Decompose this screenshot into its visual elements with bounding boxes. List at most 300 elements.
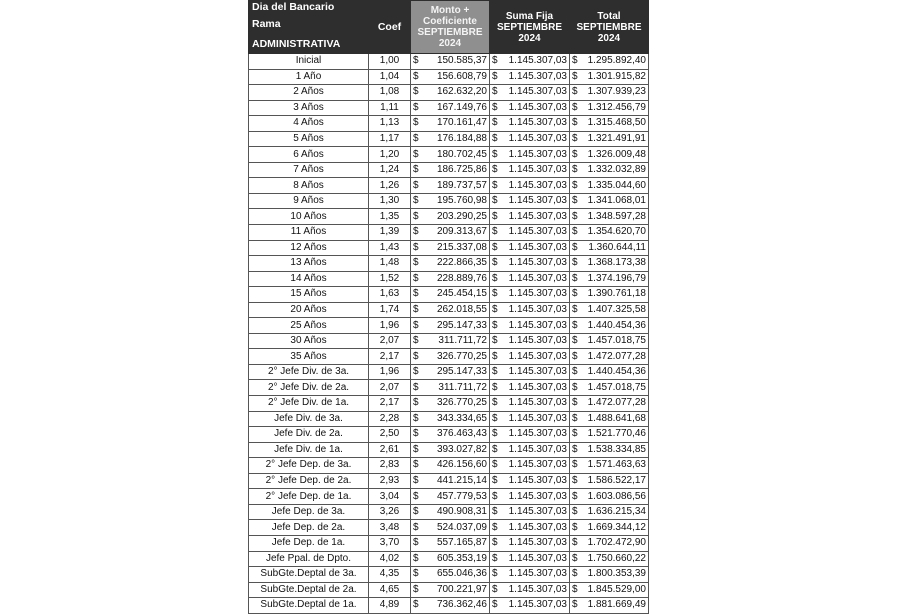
rama-cell: 11 Años	[249, 225, 369, 241]
suma-cell	[490, 287, 570, 303]
table-row	[249, 551, 649, 567]
amount-value: 1.586.522,17	[587, 475, 646, 487]
currency-symbol: $	[572, 397, 578, 409]
total-cell	[570, 209, 649, 225]
total-cell	[570, 69, 649, 85]
amount-value: 195.760,98	[436, 195, 487, 207]
table-row	[249, 333, 649, 349]
table-row	[249, 473, 649, 489]
coef-cell: 1,20	[369, 147, 411, 163]
coef-cell: 1,96	[369, 318, 411, 334]
rama-cell: 2° Jefe Div. de 2a.	[249, 380, 369, 396]
monto-cell	[411, 489, 490, 505]
table-body	[249, 54, 649, 614]
table-row	[249, 349, 649, 365]
amount-value: 295.147,33	[436, 366, 487, 378]
amount-value: 1.145.307,03	[508, 164, 567, 176]
currency-symbol: $	[572, 164, 578, 176]
currency-symbol: $	[572, 443, 578, 455]
monto-cell	[411, 318, 490, 334]
total-cell	[570, 458, 649, 474]
amount-value: 326.770,25	[436, 350, 487, 362]
total-cell	[570, 287, 649, 303]
currency-symbol: $	[413, 86, 419, 98]
monto-cell	[411, 473, 490, 489]
total-cell	[570, 178, 649, 194]
amount-value: 393.027,82	[436, 443, 487, 455]
total-cell	[570, 551, 649, 567]
total-cell	[570, 427, 649, 443]
currency-symbol: $	[572, 86, 578, 98]
currency-symbol: $	[492, 210, 498, 222]
suma-cell	[490, 364, 570, 380]
amount-value: 1.702.472,90	[587, 537, 646, 549]
amount-value: 209.313,67	[436, 226, 487, 238]
currency-symbol: $	[413, 272, 419, 284]
suma-cell	[490, 582, 570, 598]
coef-cell: 1,30	[369, 193, 411, 209]
amount-value: 1.845.529,00	[587, 583, 646, 595]
amount-value: 1.440.454,36	[587, 319, 646, 331]
total-cell	[570, 364, 649, 380]
currency-symbol: $	[572, 412, 578, 424]
rama-cell: Jefe Div. de 2a.	[249, 427, 369, 443]
amount-value: 167.149,76	[436, 101, 487, 113]
amount-value: 295.147,33	[436, 319, 487, 331]
table-row	[249, 69, 649, 85]
coef-header: Coef	[369, 1, 411, 54]
table-row	[249, 535, 649, 551]
suma-cell	[490, 147, 570, 163]
monto-cell	[411, 427, 490, 443]
amount-value: 700.221,97	[436, 583, 487, 595]
currency-symbol: $	[572, 335, 578, 347]
rama-cell: 7 Años	[249, 162, 369, 178]
suma-cell	[490, 520, 570, 536]
currency-symbol: $	[492, 148, 498, 160]
monto-cell	[411, 116, 490, 132]
currency-symbol: $	[492, 179, 498, 191]
coef-cell: 3,70	[369, 535, 411, 551]
currency-symbol: $	[492, 241, 498, 253]
total-cell	[570, 54, 649, 70]
amount-value: 1.145.307,03	[508, 257, 567, 269]
coef-cell: 2,07	[369, 333, 411, 349]
monto-cell	[411, 287, 490, 303]
currency-symbol: $	[492, 288, 498, 300]
monto-cell	[411, 442, 490, 458]
coef-cell: 2,83	[369, 458, 411, 474]
monto-cell	[411, 458, 490, 474]
coef-cell: 2,28	[369, 411, 411, 427]
amount-value: 1.538.334,85	[587, 443, 646, 455]
amount-value: 1.145.307,03	[508, 490, 567, 502]
currency-symbol: $	[413, 288, 419, 300]
monto-cell	[411, 380, 490, 396]
currency-symbol: $	[572, 521, 578, 533]
suma-cell	[490, 162, 570, 178]
total-cell	[570, 100, 649, 116]
amount-value: 245.454,15	[436, 288, 487, 300]
total-cell	[570, 535, 649, 551]
currency-symbol: $	[572, 272, 578, 284]
suma-cell	[490, 116, 570, 132]
amount-value: 215.337,08	[436, 241, 487, 253]
amount-value: 1.145.307,03	[508, 366, 567, 378]
monto-cell	[411, 85, 490, 101]
amount-value: 1.145.307,03	[508, 552, 567, 564]
suma-cell	[490, 411, 570, 427]
amount-value: 1.603.086,56	[587, 490, 646, 502]
currency-symbol: $	[572, 241, 578, 253]
amount-value: 1.321.491,91	[587, 133, 646, 144]
currency-symbol: $	[572, 599, 578, 611]
suma-cell	[490, 209, 570, 225]
amount-value: 1.145.307,03	[508, 117, 567, 129]
suma-cell	[490, 442, 570, 458]
total-cell	[570, 567, 649, 583]
total-header: Total SEPTIEMBRE 2024	[570, 1, 649, 54]
monto-cell	[411, 162, 490, 178]
suma-cell	[490, 567, 570, 583]
monto-cell	[411, 364, 490, 380]
currency-symbol: $	[413, 210, 419, 222]
amount-value: 1.145.307,03	[508, 101, 567, 113]
currency-symbol: $	[413, 195, 419, 207]
amount-value: 1.145.307,03	[508, 381, 567, 393]
amount-value: 1.145.307,03	[508, 335, 567, 347]
amount-value: 1.636.215,34	[587, 506, 646, 518]
currency-symbol: $	[413, 101, 419, 113]
monto-cell	[411, 535, 490, 551]
amount-value: 1.326.009,48	[587, 148, 646, 160]
table-row	[249, 287, 649, 303]
total-cell	[570, 333, 649, 349]
amount-value: 1.360.644,11	[588, 241, 646, 253]
suma-header: Suma Fija SEPTIEMBRE 2024	[490, 1, 570, 54]
rama-cell: Inicial	[249, 54, 369, 70]
total-cell	[570, 582, 649, 598]
currency-symbol: $	[413, 428, 419, 440]
suma-cell	[490, 396, 570, 412]
currency-symbol: $	[492, 195, 498, 207]
currency-symbol: $	[572, 70, 578, 82]
table-row	[249, 162, 649, 178]
table-header-row	[249, 1, 649, 54]
rama-cell: 30 Años	[249, 333, 369, 349]
suma-cell	[490, 256, 570, 272]
currency-symbol: $	[572, 568, 578, 580]
table-row	[249, 54, 649, 70]
amount-value: 376.463,43	[436, 428, 487, 440]
currency-symbol: $	[492, 521, 498, 533]
currency-symbol: $	[572, 319, 578, 331]
total-cell	[570, 318, 649, 334]
amount-value: 1.312.456,79	[587, 101, 646, 113]
rama-cell: Jefe Dep. de 1a.	[249, 535, 369, 551]
suma-cell	[490, 131, 570, 147]
total-cell	[570, 489, 649, 505]
amount-value: 1.145.307,03	[508, 210, 567, 222]
currency-symbol: $	[492, 133, 498, 144]
currency-symbol: $	[413, 475, 419, 487]
total-cell	[570, 256, 649, 272]
currency-symbol: $	[572, 381, 578, 393]
rama-cell: 8 Años	[249, 178, 369, 194]
suma-cell	[490, 489, 570, 505]
suma-cell	[490, 458, 570, 474]
total-cell	[570, 380, 649, 396]
amount-value: 605.353,19	[436, 552, 487, 564]
currency-symbol: $	[572, 490, 578, 502]
amount-value: 1.341.068,01	[587, 195, 646, 207]
currency-symbol: $	[413, 133, 419, 144]
amount-value: 1.374.196,79	[587, 272, 646, 284]
amount-value: 1.145.307,03	[508, 148, 567, 160]
coef-cell: 1,04	[369, 69, 411, 85]
currency-symbol: $	[492, 475, 498, 487]
coef-cell: 1,13	[369, 116, 411, 132]
coef-cell: 1,74	[369, 302, 411, 318]
amount-value: 180.702,45	[436, 148, 487, 160]
monto-cell	[411, 582, 490, 598]
table-row	[249, 209, 649, 225]
monto-cell	[411, 520, 490, 536]
table-row	[249, 256, 649, 272]
table-row	[249, 520, 649, 536]
table-row	[249, 100, 649, 116]
amount-value: 524.037,09	[436, 521, 487, 533]
currency-symbol: $	[572, 55, 578, 67]
amount-value: 186.725,86	[436, 164, 487, 176]
coef-cell: 2,61	[369, 442, 411, 458]
currency-symbol: $	[572, 583, 578, 595]
currency-symbol: $	[413, 350, 419, 362]
total-cell	[570, 411, 649, 427]
total-cell	[570, 349, 649, 365]
amount-value: 1.390.761,18	[587, 288, 646, 300]
rama-cell: Jefe Dep. de 3a.	[249, 504, 369, 520]
total-cell	[570, 396, 649, 412]
rama-value: ADMINISTRATIVA	[252, 38, 341, 50]
rama-cell: 9 Años	[249, 193, 369, 209]
table-row	[249, 193, 649, 209]
table-row	[249, 116, 649, 132]
amount-value: 1.472.077,28	[587, 397, 646, 409]
currency-symbol: $	[572, 506, 578, 518]
suma-cell	[490, 100, 570, 116]
total-cell	[570, 162, 649, 178]
currency-symbol: $	[492, 381, 498, 393]
currency-symbol: $	[413, 552, 419, 564]
salary-table-sheet	[248, 0, 648, 611]
rama-label: Rama	[252, 18, 281, 30]
currency-symbol: $	[572, 148, 578, 160]
table-row	[249, 567, 649, 583]
currency-symbol: $	[492, 412, 498, 424]
header-rama-cell	[249, 1, 369, 54]
coef-cell: 2,17	[369, 349, 411, 365]
suma-cell	[490, 54, 570, 70]
currency-symbol: $	[492, 350, 498, 362]
table-row	[249, 489, 649, 505]
rama-cell: 25 Años	[249, 318, 369, 334]
amount-value: 1.145.307,03	[508, 506, 567, 518]
amount-value: 1.145.307,03	[508, 55, 567, 67]
table-row	[249, 225, 649, 241]
suma-cell	[490, 318, 570, 334]
rama-cell: 2° Jefe Div. de 3a.	[249, 364, 369, 380]
currency-symbol: $	[572, 195, 578, 207]
currency-symbol: $	[413, 70, 419, 82]
amount-value: 150.585,37	[436, 55, 487, 67]
suma-cell	[490, 240, 570, 256]
amount-value: 1.669.344,12	[587, 521, 646, 533]
total-cell	[570, 147, 649, 163]
amount-value: 343.334,65	[436, 412, 487, 424]
currency-symbol: $	[413, 241, 419, 253]
monto-cell	[411, 551, 490, 567]
total-cell	[570, 504, 649, 520]
rama-cell: 2 Años	[249, 85, 369, 101]
amount-value: 311.711,72	[438, 335, 487, 347]
rama-cell: 4 Años	[249, 116, 369, 132]
currency-symbol: $	[492, 86, 498, 98]
amount-value: 1.335.044,60	[587, 179, 646, 191]
currency-symbol: $	[413, 412, 419, 424]
coef-cell: 1,17	[369, 131, 411, 147]
currency-symbol: $	[413, 335, 419, 347]
total-cell	[570, 271, 649, 287]
amount-value: 1.407.325,58	[587, 304, 646, 316]
amount-value: 170.161,47	[436, 117, 487, 129]
table-row	[249, 147, 649, 163]
rama-cell: 2° Jefe Dep. de 1a.	[249, 489, 369, 505]
coef-cell: 2,17	[369, 396, 411, 412]
monto-header: Monto + Coeficiente SEPTIEMBRE 2024	[411, 1, 490, 54]
monto-cell	[411, 504, 490, 520]
amount-value: 1.145.307,03	[508, 459, 567, 471]
currency-symbol: $	[492, 101, 498, 113]
suma-cell	[490, 380, 570, 396]
currency-symbol: $	[413, 164, 419, 176]
coef-cell: 1,26	[369, 178, 411, 194]
table-row	[249, 442, 649, 458]
table-row	[249, 411, 649, 427]
monto-cell	[411, 54, 490, 70]
amount-value: 1.800.353,39	[587, 568, 646, 580]
amount-value: 1.145.307,03	[508, 599, 567, 611]
rama-cell: 35 Años	[249, 349, 369, 365]
currency-symbol: $	[492, 257, 498, 269]
amount-value: 1.145.307,03	[508, 288, 567, 300]
amount-value: 441.215,14	[436, 475, 487, 487]
rama-cell: 12 Años	[249, 240, 369, 256]
currency-symbol: $	[572, 117, 578, 129]
table-row	[249, 302, 649, 318]
suma-cell	[490, 193, 570, 209]
amount-value: 1.145.307,03	[508, 521, 567, 533]
amount-value: 1.368.173,38	[587, 257, 646, 269]
suma-cell	[490, 178, 570, 194]
rama-cell: 10 Años	[249, 209, 369, 225]
amount-value: 1.145.307,03	[508, 443, 567, 455]
currency-symbol: $	[413, 257, 419, 269]
amount-value: 1.145.307,03	[508, 226, 567, 238]
currency-symbol: $	[413, 490, 419, 502]
currency-symbol: $	[413, 583, 419, 595]
currency-symbol: $	[413, 179, 419, 191]
monto-cell	[411, 69, 490, 85]
total-cell	[570, 193, 649, 209]
currency-symbol: $	[413, 599, 419, 611]
monto-cell	[411, 147, 490, 163]
amount-value: 1.145.307,03	[508, 70, 567, 82]
monto-cell	[411, 178, 490, 194]
coef-cell: 2,07	[369, 380, 411, 396]
suma-cell	[490, 333, 570, 349]
amount-value: 1.307.939,23	[587, 86, 646, 98]
amount-value: 1.332.032,89	[587, 164, 646, 176]
monto-cell	[411, 225, 490, 241]
amount-value: 1.145.307,03	[508, 86, 567, 98]
coef-cell: 1,11	[369, 100, 411, 116]
coef-cell: 3,26	[369, 504, 411, 520]
rama-cell: 20 Años	[249, 302, 369, 318]
monto-cell	[411, 396, 490, 412]
rama-cell: Jefe Div. de 1a.	[249, 442, 369, 458]
currency-symbol: $	[492, 319, 498, 331]
rama-cell: 2° Jefe Div. de 1a.	[249, 396, 369, 412]
total-cell	[570, 85, 649, 101]
coef-cell: 1,00	[369, 54, 411, 70]
rama-cell: 6 Años	[249, 147, 369, 163]
monto-cell	[411, 240, 490, 256]
table-row	[249, 364, 649, 380]
amount-value: 1.145.307,03	[508, 583, 567, 595]
currency-symbol: $	[413, 148, 419, 160]
coef-cell: 1,96	[369, 364, 411, 380]
currency-symbol: $	[492, 490, 498, 502]
currency-symbol: $	[492, 226, 498, 238]
amount-value: 1.145.307,03	[508, 133, 567, 144]
amount-value: 1.145.307,03	[508, 428, 567, 440]
coef-cell: 4,35	[369, 567, 411, 583]
currency-symbol: $	[413, 443, 419, 455]
currency-symbol: $	[492, 164, 498, 176]
currency-symbol: $	[413, 304, 419, 316]
salary-table	[248, 0, 649, 614]
coef-cell: 1,52	[369, 271, 411, 287]
amount-value: 203.290,25	[436, 210, 487, 222]
amount-value: 1.145.307,03	[508, 272, 567, 284]
coef-cell: 3,48	[369, 520, 411, 536]
monto-cell	[411, 131, 490, 147]
currency-symbol: $	[492, 117, 498, 129]
currency-symbol: $	[413, 55, 419, 67]
coef-cell: 1,43	[369, 240, 411, 256]
currency-symbol: $	[492, 552, 498, 564]
amount-value: 1.440.454,36	[587, 366, 646, 378]
currency-symbol: $	[492, 335, 498, 347]
currency-symbol: $	[492, 443, 498, 455]
amount-value: 1.145.307,03	[508, 319, 567, 331]
total-cell	[570, 520, 649, 536]
amount-value: 176.184,88	[436, 133, 487, 144]
coef-cell: 1,24	[369, 162, 411, 178]
currency-symbol: $	[492, 55, 498, 67]
table-row	[249, 582, 649, 598]
